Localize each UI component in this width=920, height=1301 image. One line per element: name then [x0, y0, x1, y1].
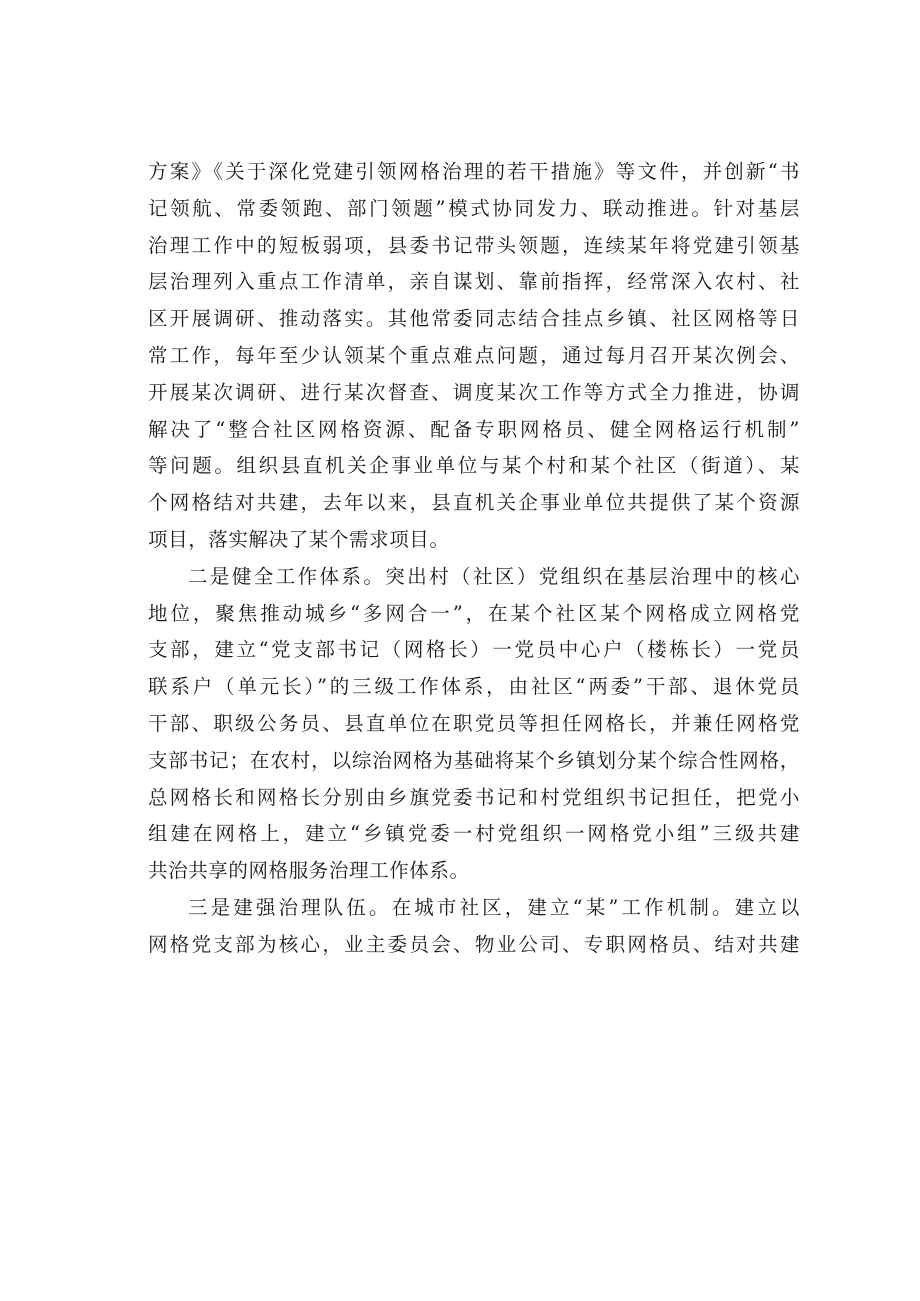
text-line: 常工作，每年至少认领某个重点难点问题，通过每月召开某次例会、	[148, 343, 800, 367]
text-line: 治理工作中的短板弱项，县委书记带头领题，连续某年将党建引领基	[148, 233, 800, 257]
text-line: 支部，建立“党支部书记（网格长）一党员中心户（楼栋长）一党员	[148, 638, 800, 662]
text-line: 区开展调研、推动落实。其他常委同志结合挂点乡镇、社区网格等日	[148, 307, 800, 331]
text-line: 解决了“整合社区网格资源、配备专职网格员、健全网格运行机制”	[148, 417, 800, 441]
text-line: 开展某次调研、进行某次督查、调度某次工作等方式全力推进，协调	[148, 380, 800, 404]
text-line: 支部书记；在农村，以综治网格为基础将某个乡镇划分某个综合性网格，	[148, 748, 800, 772]
text-line: 共治共享的网格服务治理工作体系。	[148, 859, 470, 883]
paragraph-start: 二是健全工作体系。突出村（社区）党组织在基层治理中的核心	[188, 564, 800, 588]
text-line: 等问题。组织县直机关企事业单位与某个村和某个社区（街道）、某	[148, 454, 800, 478]
text-line: 记领航、常委领跑、部门领题”模式协同发力、联动推进。针对基层	[148, 196, 800, 220]
text-line: 网格党支部为核心，业主委员会、物业公司、专职网格员、结对共建	[148, 932, 800, 956]
text-line: 联系户（单元长）”的三级工作体系，由社区“两委”干部、退休党员	[148, 675, 800, 699]
body-text	[148, 154, 800, 964]
paragraph-start: 三是建强治理队伍。在城市社区，建立“某”工作机制。建立以	[188, 895, 800, 919]
text-line: 项目，落实解决了某个需求项目。	[148, 527, 450, 551]
text-line: 方案》《关于深化党建引领网格治理的若干措施》等文件，并创新“书	[148, 160, 800, 183]
text-line: 组建在网格上，建立“乡镇党委一村党组织一网格党小组”三级共建	[148, 822, 800, 846]
text-line: 层治理列入重点工作清单，亲自谋划、靠前指挥，经常深入农村、社	[148, 270, 800, 294]
text-line: 总网格长和网格长分别由乡旗党委书记和村党组织书记担任，把党小	[148, 785, 800, 809]
text-line: 干部、职级公务员、县直单位在职党员等担任网格长，并兼任网格党	[148, 711, 800, 735]
text-line: 地位，聚焦推动城乡“多网合一”，在某个社区某个网格成立网格党	[148, 601, 800, 625]
text-line: 个网格结对共建，去年以来，县直机关企事业单位共提供了某个资源	[148, 491, 800, 515]
